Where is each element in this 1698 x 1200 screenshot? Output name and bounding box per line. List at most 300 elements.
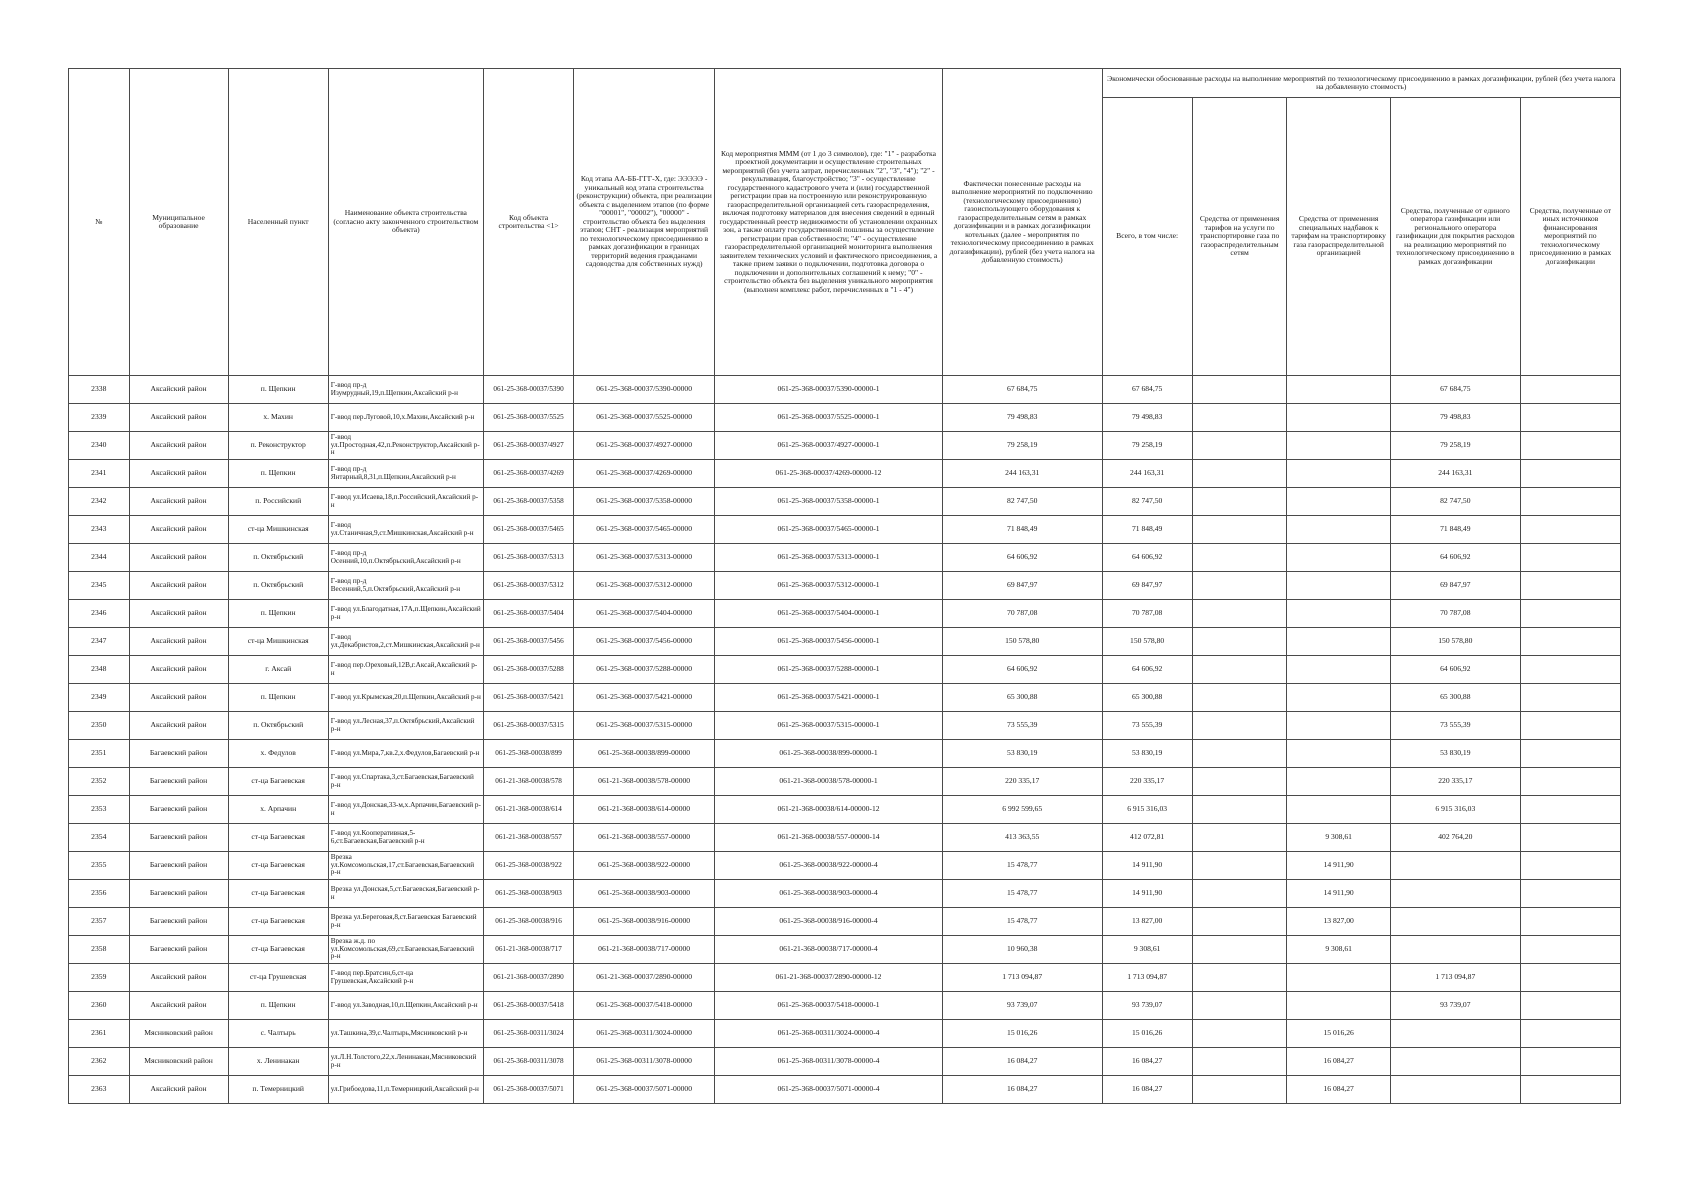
cell-number: 2357 — [69, 908, 130, 936]
cell-total: 93 739,07 — [1102, 992, 1192, 1020]
cell-special-markups — [1287, 404, 1390, 432]
header-actual-costs: Фактически понесенные расходы на выполнение мероприятий по подключению (технологическому присоединению) газоиспользующего оборудования к газораспределительным сетям в рамках догазификации и в рамках догазификации котельных (далее - мероприятия по технологическому присоединению в рамках догазификации), рублей (без учета налога на добавленную стоимость) — [942, 69, 1102, 376]
cell-municipality: Аксайский район — [129, 628, 228, 656]
cell-number: 2351 — [69, 740, 130, 768]
cell-single-operator — [1390, 936, 1520, 964]
cell-total: 64 606,92 — [1102, 544, 1192, 572]
cell-locality: п. Октябрьский — [228, 544, 328, 572]
table-row — [69, 796, 1621, 824]
cell-actual-costs: 150 578,80 — [942, 628, 1102, 656]
cell-other-sources — [1520, 656, 1620, 684]
table-row — [69, 1020, 1621, 1048]
cell-event-code: 061-21-368-00038/614-00000-12 — [715, 796, 943, 824]
cell-actual-costs: 67 684,75 — [942, 376, 1102, 404]
cell-tariff-transport — [1192, 1076, 1287, 1104]
cell-tariff-transport — [1192, 824, 1287, 852]
register-sheet — [68, 68, 1621, 1104]
cell-object-name: Г-ввод ул.Крымская,20,п.Щепкин,Аксайский р-н — [328, 684, 483, 712]
cell-other-sources — [1520, 880, 1620, 908]
table-row — [69, 852, 1621, 880]
cell-special-markups — [1287, 964, 1390, 992]
cell-object-code: 061-25-368-00037/5418 — [483, 992, 573, 1020]
cell-event-code: 061-25-368-00038/922-00000-4 — [715, 852, 943, 880]
cell-object-name: Г-ввод пер.Луговой,10,х.Махин,Аксайский р-н — [328, 404, 483, 432]
cell-tariff-transport — [1192, 572, 1287, 600]
cell-tariff-transport — [1192, 1020, 1287, 1048]
cell-single-operator: 6 915 316,03 — [1390, 796, 1520, 824]
table-row — [69, 740, 1621, 768]
cell-stage-code: 061-25-368-00038/922-00000 — [574, 852, 715, 880]
cell-number: 2347 — [69, 628, 130, 656]
cell-actual-costs: 93 739,07 — [942, 992, 1102, 1020]
cell-object-code: 061-25-368-00311/3024 — [483, 1020, 573, 1048]
cell-object-name: Г-ввод ул.Донская,33-м,х.Арпачин,Багаевский р-н — [328, 796, 483, 824]
cell-stage-code: 061-25-368-00037/5525-00000 — [574, 404, 715, 432]
cell-tariff-transport — [1192, 516, 1287, 544]
cell-event-code: 061-25-368-00037/5313-00000-1 — [715, 544, 943, 572]
cell-municipality: Аксайский район — [129, 544, 228, 572]
cell-tariff-transport — [1192, 544, 1287, 572]
cell-other-sources — [1520, 908, 1620, 936]
cell-stage-code: 061-25-368-00038/899-00000 — [574, 740, 715, 768]
cell-object-name: Врезка ул.Донская,5,ст.Багаевская,Багаевский р-н — [328, 880, 483, 908]
table-row — [69, 544, 1621, 572]
cell-tariff-transport — [1192, 768, 1287, 796]
cell-object-name: Г-ввод ул.Лесная,37,п.Октябрьский,Аксайский р-н — [328, 712, 483, 740]
cell-locality: ст-ца Багаевская — [228, 880, 328, 908]
cell-actual-costs: 65 300,88 — [942, 684, 1102, 712]
cell-other-sources — [1520, 572, 1620, 600]
cell-municipality: Аксайский район — [129, 404, 228, 432]
cell-single-operator: 70 787,08 — [1390, 600, 1520, 628]
cell-total: 412 072,81 — [1102, 824, 1192, 852]
cell-stage-code: 061-25-368-00037/5288-00000 — [574, 656, 715, 684]
cell-locality: п. Щепкин — [228, 460, 328, 488]
cell-object-code: 061-25-368-00037/5288 — [483, 656, 573, 684]
cell-single-operator: 220 335,17 — [1390, 768, 1520, 796]
cell-object-name: Г-ввод пр-д Изумрудный,19,п.Щепкин,Аксайский р-н — [328, 376, 483, 404]
cell-number: 2362 — [69, 1048, 130, 1076]
cell-number: 2353 — [69, 796, 130, 824]
cell-single-operator — [1390, 852, 1520, 880]
cell-stage-code: 061-21-368-00037/2890-00000 — [574, 964, 715, 992]
cell-object-name: Г-ввод ул.Простодная,42,п.Реконструктор,Аксайский р-н — [328, 432, 483, 460]
cell-tariff-transport — [1192, 740, 1287, 768]
cell-event-code: 061-21-368-00038/717-00000-4 — [715, 936, 943, 964]
cell-tariff-transport — [1192, 600, 1287, 628]
cell-event-code: 061-25-368-00037/5288-00000-1 — [715, 656, 943, 684]
cell-other-sources — [1520, 852, 1620, 880]
cell-object-code: 061-25-368-00037/5390 — [483, 376, 573, 404]
cell-object-name: Г-ввод пр-д Янтарный,8,31,п.Щепкин,Аксайский р-н — [328, 460, 483, 488]
cell-object-name: ул.Л.Н.Толстого,22,х.Ленинакан,Мясниковский р-н — [328, 1048, 483, 1076]
cell-object-code: 061-25-368-00038/903 — [483, 880, 573, 908]
cell-special-markups — [1287, 460, 1390, 488]
cell-single-operator: 1 713 094,87 — [1390, 964, 1520, 992]
cell-municipality: Аксайский район — [129, 376, 228, 404]
table-row — [69, 1048, 1621, 1076]
cell-actual-costs: 10 960,38 — [942, 936, 1102, 964]
cell-other-sources — [1520, 404, 1620, 432]
cell-actual-costs: 16 084,27 — [942, 1076, 1102, 1104]
cell-number: 2341 — [69, 460, 130, 488]
register-rows — [69, 376, 1621, 1104]
cell-special-markups: 9 308,61 — [1287, 824, 1390, 852]
header-total: Всего, в том числе: — [1102, 98, 1192, 376]
cell-object-code: 061-25-368-00037/4269 — [483, 460, 573, 488]
cell-stage-code: 061-25-368-00037/5456-00000 — [574, 628, 715, 656]
cell-tariff-transport — [1192, 432, 1287, 460]
cell-stage-code: 061-25-368-00038/916-00000 — [574, 908, 715, 936]
cell-number: 2361 — [69, 1020, 130, 1048]
cell-stage-code: 061-25-368-00037/4927-00000 — [574, 432, 715, 460]
cell-special-markups — [1287, 376, 1390, 404]
cell-other-sources — [1520, 964, 1620, 992]
cell-single-operator: 64 606,92 — [1390, 656, 1520, 684]
cell-locality: п. Щепкин — [228, 600, 328, 628]
cell-actual-costs: 73 555,39 — [942, 712, 1102, 740]
table-row — [69, 376, 1621, 404]
table-row — [69, 1076, 1621, 1104]
cell-municipality: Багаевский район — [129, 796, 228, 824]
header-other-sources: Средства, полученные от иных источников финансирования мероприятий по технологическому присоединению в рамках догазификации — [1520, 98, 1620, 376]
cell-single-operator: 150 578,80 — [1390, 628, 1520, 656]
cell-number: 2339 — [69, 404, 130, 432]
cell-tariff-transport — [1192, 964, 1287, 992]
cell-object-code: 061-21-368-00038/557 — [483, 824, 573, 852]
header-special-markups: Средства от применения специальных надбавок к тарифам на транспортировку газа газораспределительной организацией — [1287, 98, 1390, 376]
cell-object-name: Г-ввод ул.Станичная,9,ст.Мишкинская,Аксайский р-н — [328, 516, 483, 544]
gasification-register-table — [68, 68, 1621, 1104]
cell-actual-costs: 15 016,26 — [942, 1020, 1102, 1048]
cell-locality: х. Махин — [228, 404, 328, 432]
cell-special-markups — [1287, 628, 1390, 656]
cell-number: 2349 — [69, 684, 130, 712]
cell-total: 14 911,90 — [1102, 880, 1192, 908]
cell-number: 2352 — [69, 768, 130, 796]
cell-locality: п. Щепкин — [228, 992, 328, 1020]
cell-other-sources — [1520, 600, 1620, 628]
cell-object-code: 061-25-368-00037/5358 — [483, 488, 573, 516]
cell-actual-costs: 71 848,49 — [942, 516, 1102, 544]
cell-actual-costs: 1 713 094,87 — [942, 964, 1102, 992]
cell-tariff-transport — [1192, 628, 1287, 656]
cell-total: 1 713 094,87 — [1102, 964, 1192, 992]
cell-locality: ст-ца Багаевская — [228, 768, 328, 796]
cell-total: 14 911,90 — [1102, 852, 1192, 880]
cell-municipality: Аксайский район — [129, 656, 228, 684]
cell-total: 79 258,19 — [1102, 432, 1192, 460]
cell-single-operator: 53 830,19 — [1390, 740, 1520, 768]
cell-single-operator: 79 258,19 — [1390, 432, 1520, 460]
cell-number: 2363 — [69, 1076, 130, 1104]
cell-special-markups: 9 308,61 — [1287, 936, 1390, 964]
cell-locality: ст-ца Багаевская — [228, 824, 328, 852]
cell-number: 2355 — [69, 852, 130, 880]
cell-number: 2345 — [69, 572, 130, 600]
cell-single-operator: 69 847,97 — [1390, 572, 1520, 600]
table-row — [69, 712, 1621, 740]
cell-object-code: 061-21-368-00038/578 — [483, 768, 573, 796]
cell-locality: с. Чалтырь — [228, 1020, 328, 1048]
cell-total: 13 827,00 — [1102, 908, 1192, 936]
cell-total: 6 915 316,03 — [1102, 796, 1192, 824]
cell-tariff-transport — [1192, 1048, 1287, 1076]
cell-locality: п. Октябрьский — [228, 712, 328, 740]
cell-total: 65 300,88 — [1102, 684, 1192, 712]
cell-total: 220 335,17 — [1102, 768, 1192, 796]
cell-locality: ст-ца Мишкинская — [228, 628, 328, 656]
cell-single-operator: 402 764,20 — [1390, 824, 1520, 852]
cell-object-code: 061-25-368-00037/5313 — [483, 544, 573, 572]
cell-special-markups — [1287, 432, 1390, 460]
cell-municipality: Аксайский район — [129, 1076, 228, 1104]
cell-locality: ст-ца Багаевская — [228, 936, 328, 964]
header-event-code: Код мероприятия МММ (от 1 до 3 символов), где: "1" - разработка проектной документации и осуществление строительных мероприятий (без учета затрат, перечисленных "2", "3", "4"); "2" - рекультивация, благоустройство; "3" - осуществление государственного кадастрового учета и (или) государственной регистрации прав на построенную или реконструированную газораспределительной организацией сеть газораспределения, включая подготовку материалов для внесения сведений в единый государственный реестр недвижимости об установлении охранных зон, а также оплату государственной пошлины за осуществление регистрации прав собственности; "4" - осуществление газораспределительной организацией мониторинга выполнения заявителем технических условий и фактического присоединения, а также прием заявки о подключении, подготовка договора о подключении и дополнительных соглашений к нему; "0" - строительство объекта без выделения уникального мероприятия (выполнен комплекс работ, перечисленных в "1 - 4") — [715, 69, 943, 376]
cell-stage-code: 061-25-368-00037/5312-00000 — [574, 572, 715, 600]
cell-object-name: Г-ввод ул.Благодатная,17А,п.Щепкин,Аксайский р-н — [328, 600, 483, 628]
cell-municipality: Аксайский район — [129, 600, 228, 628]
cell-actual-costs: 413 363,55 — [942, 824, 1102, 852]
cell-event-code: 061-25-368-00038/903-00000-4 — [715, 880, 943, 908]
cell-total: 73 555,39 — [1102, 712, 1192, 740]
cell-stage-code: 061-25-368-00037/5421-00000 — [574, 684, 715, 712]
cell-municipality: Аксайский район — [129, 516, 228, 544]
cell-object-code: 061-25-368-00038/922 — [483, 852, 573, 880]
cell-municipality: Аксайский район — [129, 712, 228, 740]
cell-other-sources — [1520, 376, 1620, 404]
cell-event-code: 061-25-368-00037/5418-00000-1 — [715, 992, 943, 1020]
cell-special-markups — [1287, 796, 1390, 824]
header-no: № — [69, 69, 130, 376]
cell-municipality: Мясниковский район — [129, 1048, 228, 1076]
cell-stage-code: 061-25-368-00037/5315-00000 — [574, 712, 715, 740]
cell-actual-costs: 79 258,19 — [942, 432, 1102, 460]
table-row — [69, 992, 1621, 1020]
cell-other-sources — [1520, 1048, 1620, 1076]
cell-stage-code: 061-25-368-00037/5313-00000 — [574, 544, 715, 572]
cell-object-code: 061-21-368-00038/614 — [483, 796, 573, 824]
cell-total: 9 308,61 — [1102, 936, 1192, 964]
header-object-code: Код объекта строительства <1> — [483, 69, 573, 376]
cell-stage-code: 061-25-368-00311/3024-00000 — [574, 1020, 715, 1048]
cell-number: 2346 — [69, 600, 130, 628]
cell-tariff-transport — [1192, 796, 1287, 824]
table-row — [69, 936, 1621, 964]
cell-other-sources — [1520, 628, 1620, 656]
cell-total: 71 848,49 — [1102, 516, 1192, 544]
cell-municipality: Аксайский район — [129, 572, 228, 600]
cell-number: 2344 — [69, 544, 130, 572]
cell-number: 2343 — [69, 516, 130, 544]
cell-event-code: 061-25-368-00037/5404-00000-1 — [715, 600, 943, 628]
cell-special-markups — [1287, 572, 1390, 600]
cell-object-code: 061-25-368-00037/5465 — [483, 516, 573, 544]
cell-object-name: Г-ввод ул.Кооперативная,5-6,ст.Багаевская,Багаевский р-н — [328, 824, 483, 852]
cell-event-code: 061-21-368-00038/578-00000-1 — [715, 768, 943, 796]
cell-stage-code: 061-25-368-00037/5418-00000 — [574, 992, 715, 1020]
cell-total: 16 084,27 — [1102, 1076, 1192, 1104]
cell-object-code: 061-21-368-00037/2890 — [483, 964, 573, 992]
table-row — [69, 880, 1621, 908]
cell-number: 2340 — [69, 432, 130, 460]
cell-locality: п. Российский — [228, 488, 328, 516]
cell-object-code: 061-25-368-00037/5456 — [483, 628, 573, 656]
cell-event-code: 061-25-368-00037/5525-00000-1 — [715, 404, 943, 432]
cell-single-operator: 71 848,49 — [1390, 516, 1520, 544]
cell-tariff-transport — [1192, 656, 1287, 684]
cell-tariff-transport — [1192, 376, 1287, 404]
table-row — [69, 432, 1621, 460]
cell-number: 2342 — [69, 488, 130, 516]
cell-locality: г. Аксай — [228, 656, 328, 684]
cell-object-code: 061-25-368-00037/5315 — [483, 712, 573, 740]
cell-municipality: Аксайский район — [129, 992, 228, 1020]
cell-single-operator: 82 747,50 — [1390, 488, 1520, 516]
cell-locality: ст-ца Мишкинская — [228, 516, 328, 544]
cell-municipality: Багаевский район — [129, 824, 228, 852]
cell-actual-costs: 53 830,19 — [942, 740, 1102, 768]
cell-stage-code: 061-21-368-00038/614-00000 — [574, 796, 715, 824]
cell-tariff-transport — [1192, 908, 1287, 936]
cell-single-operator — [1390, 880, 1520, 908]
cell-actual-costs: 15 478,77 — [942, 908, 1102, 936]
cell-tariff-transport — [1192, 460, 1287, 488]
cell-object-name: Г-ввод ул.Декабристов,2,ст.Мишкинская,Аксайский р-н — [328, 628, 483, 656]
cell-special-markups: 16 084,27 — [1287, 1076, 1390, 1104]
cell-other-sources — [1520, 992, 1620, 1020]
cell-tariff-transport — [1192, 488, 1287, 516]
cell-stage-code: 061-25-368-00037/5358-00000 — [574, 488, 715, 516]
cell-event-code: 061-25-368-00037/5358-00000-1 — [715, 488, 943, 516]
cell-locality: п. Реконструктор — [228, 432, 328, 460]
cell-object-name: ул.Ташкина,39,с.Чалтырь,Мясниковский р-н — [328, 1020, 483, 1048]
cell-stage-code: 061-25-368-00311/3078-00000 — [574, 1048, 715, 1076]
cell-object-name: Г-ввод ул.Заводная,10,п.Щепкин,Аксайский р-н — [328, 992, 483, 1020]
cell-single-operator — [1390, 1048, 1520, 1076]
cell-object-name: Г-ввод пер.Братсин,6,ст-ца Грушевская,Аксайский р-н — [328, 964, 483, 992]
cell-actual-costs: 69 847,97 — [942, 572, 1102, 600]
cell-special-markups — [1287, 684, 1390, 712]
table-row — [69, 516, 1621, 544]
table-row — [69, 488, 1621, 516]
cell-single-operator: 93 739,07 — [1390, 992, 1520, 1020]
cell-locality: п. Темерницкий — [228, 1076, 328, 1104]
cell-other-sources — [1520, 460, 1620, 488]
cell-municipality: Аксайский район — [129, 460, 228, 488]
cell-locality: х. Федулов — [228, 740, 328, 768]
cell-other-sources — [1520, 684, 1620, 712]
cell-municipality: Багаевский район — [129, 768, 228, 796]
cell-stage-code: 061-25-368-00037/5071-00000 — [574, 1076, 715, 1104]
table-row — [69, 684, 1621, 712]
cell-number: 2348 — [69, 656, 130, 684]
cell-locality: ст-ца Багаевская — [228, 852, 328, 880]
cell-special-markups: 14 911,90 — [1287, 852, 1390, 880]
cell-event-code: 061-21-368-00037/2890-00000-12 — [715, 964, 943, 992]
cell-municipality: Мясниковский район — [129, 1020, 228, 1048]
cell-municipality: Аксайский район — [129, 432, 228, 460]
cell-other-sources — [1520, 768, 1620, 796]
cell-other-sources — [1520, 1020, 1620, 1048]
cell-municipality: Багаевский район — [129, 852, 228, 880]
cell-single-operator: 73 555,39 — [1390, 712, 1520, 740]
table-row — [69, 824, 1621, 852]
cell-actual-costs: 6 992 599,65 — [942, 796, 1102, 824]
table-row — [69, 768, 1621, 796]
cell-object-name: Врезка ж.д. по ул.Комсомольская,69,ст.Багаевская,Багаевский р-н — [328, 936, 483, 964]
cell-special-markups — [1287, 516, 1390, 544]
cell-event-code: 061-25-368-00037/5456-00000-1 — [715, 628, 943, 656]
cell-object-code: 061-25-368-00037/4927 — [483, 432, 573, 460]
header-municipality: Муниципальное образование — [129, 69, 228, 376]
cell-actual-costs: 15 478,77 — [942, 880, 1102, 908]
cell-number: 2358 — [69, 936, 130, 964]
cell-stage-code: 061-21-368-00038/578-00000 — [574, 768, 715, 796]
header-tariff-transport: Средства от применения тарифов на услуги по транспортировке газа по газораспределительным сетям — [1192, 98, 1287, 376]
cell-single-operator: 65 300,88 — [1390, 684, 1520, 712]
cell-actual-costs: 244 163,31 — [942, 460, 1102, 488]
cell-event-code: 061-25-368-00038/916-00000-4 — [715, 908, 943, 936]
cell-event-code: 061-25-368-00311/3024-00000-4 — [715, 1020, 943, 1048]
cell-actual-costs: 15 478,77 — [942, 852, 1102, 880]
cell-object-code: 061-25-368-00038/916 — [483, 908, 573, 936]
cell-actual-costs: 70 787,08 — [942, 600, 1102, 628]
cell-stage-code: 061-25-368-00037/5390-00000 — [574, 376, 715, 404]
cell-number: 2360 — [69, 992, 130, 1020]
cell-locality: х. Арпачин — [228, 796, 328, 824]
cell-special-markups — [1287, 740, 1390, 768]
cell-actual-costs: 64 606,92 — [942, 544, 1102, 572]
cell-object-name: Г-ввод ул.Спартака,3,ст.Багаевская,Багаевский р-н — [328, 768, 483, 796]
cell-other-sources — [1520, 740, 1620, 768]
cell-locality: х. Ленинакан — [228, 1048, 328, 1076]
cell-event-code: 061-25-368-00037/4269-00000-12 — [715, 460, 943, 488]
cell-special-markups: 14 911,90 — [1287, 880, 1390, 908]
cell-stage-code: 061-21-368-00038/717-00000 — [574, 936, 715, 964]
cell-single-operator: 244 163,31 — [1390, 460, 1520, 488]
cell-stage-code: 061-25-368-00037/5465-00000 — [574, 516, 715, 544]
header-justified-costs-group: Экономически обоснованные расходы на выполнение мероприятий по технологическому присоединению в рамках догазификации, рублей (без учета налога на добавленную стоимость) — [1102, 69, 1620, 98]
cell-total: 70 787,08 — [1102, 600, 1192, 628]
cell-object-code: 061-25-368-00037/5421 — [483, 684, 573, 712]
cell-stage-code: 061-21-368-00038/557-00000 — [574, 824, 715, 852]
cell-number: 2354 — [69, 824, 130, 852]
cell-event-code: 061-25-368-00037/5315-00000-1 — [715, 712, 943, 740]
cell-total: 64 606,92 — [1102, 656, 1192, 684]
cell-actual-costs: 64 606,92 — [942, 656, 1102, 684]
table-row — [69, 600, 1621, 628]
cell-event-code: 061-25-368-00311/3078-00000-4 — [715, 1048, 943, 1076]
cell-actual-costs: 79 498,83 — [942, 404, 1102, 432]
cell-tariff-transport — [1192, 684, 1287, 712]
cell-single-operator: 79 498,83 — [1390, 404, 1520, 432]
header-single-operator: Средства, полученные от единого оператора газификации или регионального оператора газификации для покрытия расходов на реализацию мероприятий по технологическому присоединению в рамках догазификации — [1390, 98, 1520, 376]
cell-number: 2356 — [69, 880, 130, 908]
table-row — [69, 964, 1621, 992]
header-stage-code: Код этапа АА-ББ-ГГГ-Х, где: ЭЭЭЭЭ - уникальный код этапа строительства (реконструкции) объекта, при реализации объекта с выделением этапов (по форме "00001", "00002"), "00000" - строительство объекта без выделения этапов; СНТ - реализация мероприятий по технологическому присоединению в рамках догазификации в границах территорий ведения гражданами садоводства для собственных нужд) — [574, 69, 715, 376]
cell-special-markups — [1287, 768, 1390, 796]
cell-object-code: 061-21-368-00038/717 — [483, 936, 573, 964]
cell-total: 16 084,27 — [1102, 1048, 1192, 1076]
cell-locality: п. Октябрьский — [228, 572, 328, 600]
cell-municipality: Багаевский район — [129, 740, 228, 768]
cell-object-name: Врезка ул.Береговая,8,ст.Багаевская Багаевский р-н — [328, 908, 483, 936]
table-row — [69, 656, 1621, 684]
cell-municipality: Аксайский район — [129, 964, 228, 992]
cell-other-sources — [1520, 824, 1620, 852]
cell-object-name: Г-ввод ул.Мира,7,кв.2,х.Федулов,Багаевский р-н — [328, 740, 483, 768]
